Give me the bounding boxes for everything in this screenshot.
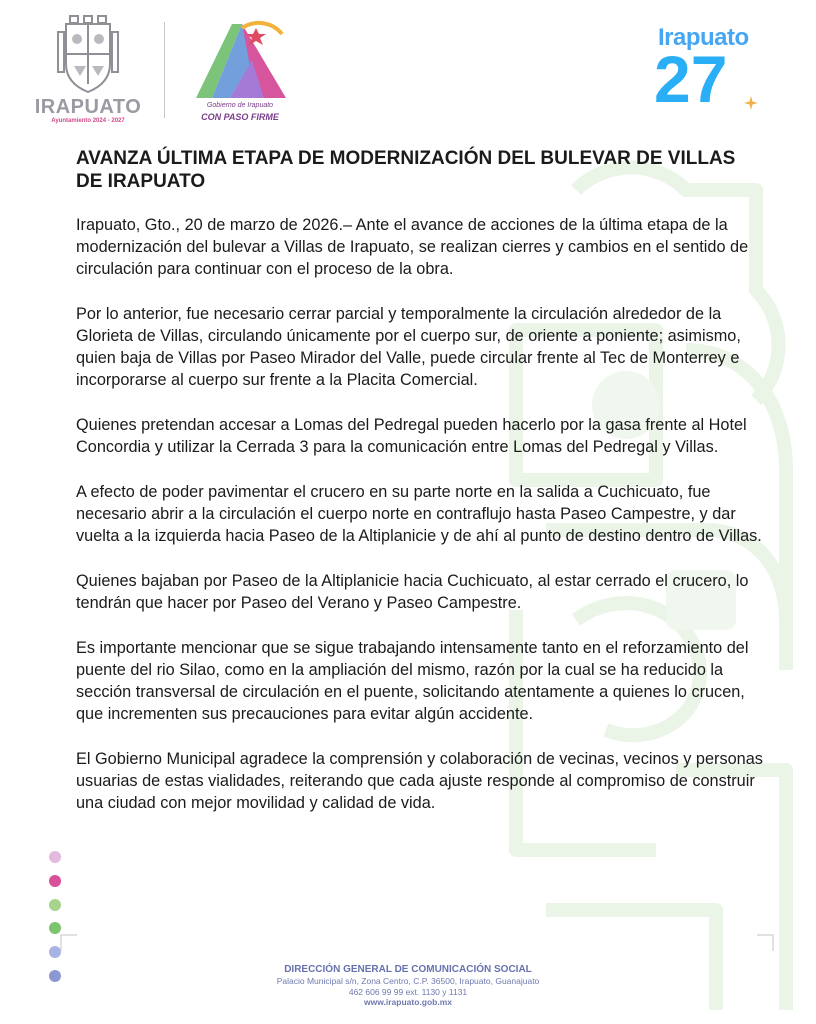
decorative-dot-icon xyxy=(49,875,61,887)
city-crest-icon xyxy=(56,14,120,94)
article-title: AVANZA ÚLTIMA ETAPA DE MODERNIZACIÓN DEL BULEVAR DE VILLAS DE IRAPUATO xyxy=(76,148,736,192)
gobierno-label: Gobierno de Irapuato xyxy=(206,102,274,109)
footer-phone: 462 606 99 99 ext. 1130 y 1131 xyxy=(348,986,468,997)
irapuato-27-logo xyxy=(650,20,770,120)
article-paragraph: A efecto de poder pavimentar el crucero en su parte norte en la salida a Cuchicuato, fue necesario abrir a la circulación el cuerpo norte en contraflujo hasta Paseo Campestre, y dar vuelta a la izquierda hacia Paseo de la Altiplanicie y de ahí al punto de destino dentro de Villas. xyxy=(76,483,762,545)
paso-firme-label: CON PASO FIRME xyxy=(201,112,279,122)
footer-website-link[interactable]: www.irapuato.gob.mx xyxy=(364,997,452,1007)
footer-heading: DIRECCIÓN GENERAL DE COMUNICACIÓN SOCIAL xyxy=(284,964,532,975)
irapuato-ayuntamiento-logo xyxy=(32,14,144,126)
footer-contact xyxy=(230,964,586,1008)
article-paragraph: Quienes pretendan accesar a Lomas del Pedregal pueden hacerlo por la gasa frente al Hotel Concordia y utilizar la Cerrada 3 para la comunicación entre Lomas del Pedregal y Villas. xyxy=(76,416,747,456)
irapuato-27-wordmark: Irapuato xyxy=(658,24,749,51)
decorative-dot-icon xyxy=(49,970,61,982)
ayuntamiento-period: Ayuntamiento 2024 - 2027 xyxy=(51,118,125,124)
footer-address: Palacio Municipal s/n, Zona Centro, C.P. 36500, Irapuato, Guanajuato xyxy=(276,976,540,986)
con-paso-firme-logo xyxy=(190,14,300,126)
sparkle-icon xyxy=(744,96,758,110)
corner-mark-icon xyxy=(756,934,774,952)
article-paragraph: Irapuato, Gto., 20 de marzo de 2026.– Ante el avance de acciones de la última etapa de la modernización del bulevar a Villas de Irapuato, se realizan cierres y cambios en el sentido de circulación para continuar con el proceso de la obra. xyxy=(76,216,749,278)
article-paragraph: El Gobierno Municipal agradece la comprensión y colaboración de vecinas, vecinos y personas usuarias de estas vialidades, reiterando que cada ajuste responde al compromiso de construir una ciudad con mejor movilidad y calidad de vida. xyxy=(76,750,763,812)
decorative-dot-icon xyxy=(49,851,61,863)
article-paragraph: Es importante mencionar que se sigue trabajando intensamente tanto en el reforzamiento del puente del rio Silao, como en la ampliación del mismo, razón por la cual se ha reducido la sección transversal de circulación en el puente, solicitando atentamente a quienes lo crucen, que incrementen sus precauciones para evitar algún accidente. xyxy=(76,639,749,723)
article-body xyxy=(76,214,766,837)
logo-divider xyxy=(164,22,165,118)
irapuato-wordmark: IRAPUATO xyxy=(34,96,142,118)
corner-mark-icon xyxy=(60,934,78,952)
paso-firme-emblem-icon xyxy=(190,14,290,100)
decorative-dot-icon xyxy=(49,899,61,911)
article-paragraph: Quienes bajaban por Paseo de la Altiplanicie hacia Cuchicuato, al estar cerrado el crucero, lo tendrán que hacer por Paseo del Verano y Paseo Campestre. xyxy=(76,572,749,612)
irapuato-27-number: 27 xyxy=(654,42,728,116)
article-paragraph: Por lo anterior, fue necesario cerrar parcial y temporalmente la circulación alrededor de la Glorieta de Villas, circulando únicamente por el cuerpo sur, de oriente a poniente; asimismo, quien baja de Villas por Paseo Mirador del Valle, puede circular frente al Tec de Monterrey e incorporarse al cuerpo sur frente a la Placita Comercial. xyxy=(76,305,741,389)
decorative-dot-icon xyxy=(49,922,61,934)
